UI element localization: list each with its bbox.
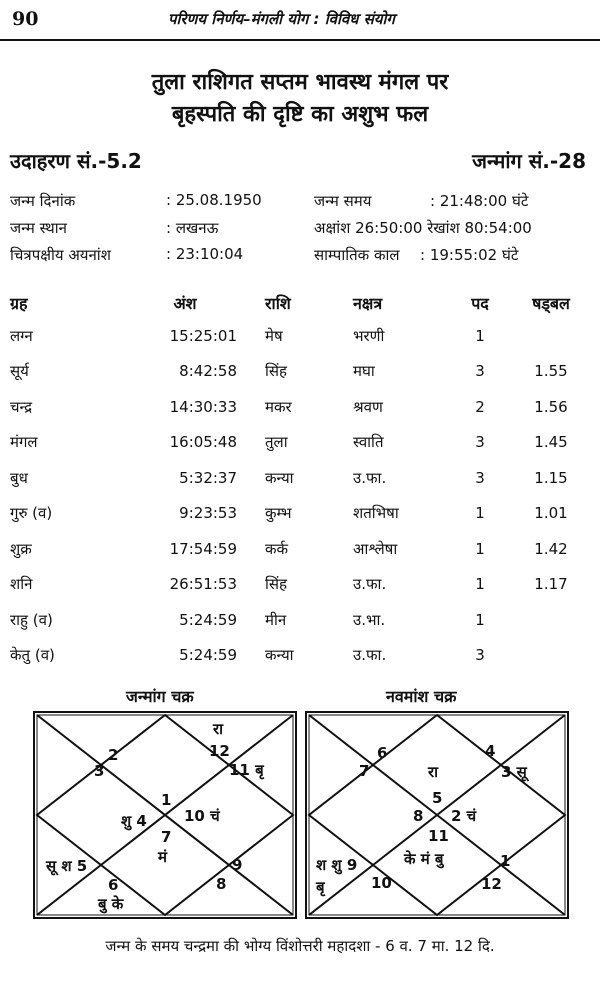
header-nakshatra: नक्षत्र — [353, 294, 383, 313]
planet-name: बुध — [10, 468, 28, 487]
planet-shadbala: 1.45 — [534, 433, 568, 452]
planet-sign: मीन — [265, 610, 287, 629]
table-row — [10, 354, 590, 390]
house-2-number: 2 — [108, 746, 119, 764]
house-12-number: 12 — [481, 875, 502, 893]
planet-pada: 1 — [475, 326, 485, 345]
planet-degree: 9:23:53 — [179, 504, 237, 523]
planet-shadbala: 1.42 — [534, 539, 568, 558]
planet-sign: मकर — [265, 397, 292, 416]
house-12-planets: रा — [213, 720, 224, 738]
planet-nakshatra: उ.फा. — [353, 646, 387, 665]
planet-pada: 3 — [475, 362, 485, 381]
planet-shadbala — [512, 638, 590, 674]
planet-name: शनि — [10, 575, 33, 594]
header-degree: अंश — [173, 294, 197, 313]
house-5-label: सू श 5 — [46, 857, 88, 875]
birth-time-value: : 21:48:00 घंटे — [430, 192, 529, 210]
planet-shadbala: 1.56 — [534, 397, 568, 416]
planet-shadbala: 1.55 — [534, 362, 568, 381]
planet-sign: कर्क — [265, 539, 289, 558]
janmanga-chart-title: जन्मांग चक्र — [126, 687, 194, 706]
planet-name: शुक्र — [10, 539, 32, 558]
planet-degree: 5:24:59 — [179, 610, 237, 629]
header-sign: राशि — [265, 294, 291, 313]
house-3-number: 3 — [94, 762, 105, 780]
house-6-number: 6 — [108, 876, 119, 894]
planet-shadbala: 1.17 — [534, 575, 568, 594]
planet-degree: 26:51:53 — [169, 575, 237, 594]
planet-nakshatra: उ.भा. — [353, 610, 386, 629]
header-pada: पद — [471, 294, 489, 313]
table-row — [10, 638, 590, 674]
birth-date-label: जन्म दिनांक — [10, 192, 76, 210]
planet-pada: 1 — [475, 504, 485, 523]
house-6-number: 6 — [377, 744, 388, 762]
planet-sign: मेष — [265, 326, 283, 345]
planet-shadbala — [512, 318, 590, 354]
house-5-planets: रा — [428, 763, 439, 781]
running-title: परिणय निर्णय–मंगली योग : विविध संयोग — [168, 10, 395, 28]
planet-name: राहु (व) — [10, 610, 53, 629]
table-row — [10, 531, 590, 567]
planet-degree: 5:24:59 — [179, 646, 237, 665]
table-row — [10, 318, 590, 354]
sidereal-time-value: : 19:55:02 घंटे — [420, 246, 519, 264]
house-7-number: 7 — [161, 828, 172, 846]
planet-nakshatra: शतभिषा — [353, 504, 399, 523]
planet-nakshatra: मघा — [353, 362, 375, 381]
house-4-number: 4 — [485, 742, 496, 760]
table-row — [10, 496, 590, 532]
planet-sign: कुम्भ — [265, 504, 292, 523]
table-row — [10, 567, 590, 603]
birth-place-label: जन्म स्थान — [10, 219, 67, 237]
planet-nakshatra: भरणी — [353, 326, 385, 345]
house-5-number: 5 — [432, 789, 443, 807]
planet-degree: 15:25:01 — [169, 326, 237, 345]
navamsha-chart-title: नवमांश चक्र — [386, 687, 457, 706]
example-number: उदाहरण सं.-5.2 — [10, 149, 142, 173]
planet-nakshatra: आश्लेषा — [353, 539, 398, 558]
header-planet: ग्रह — [10, 294, 28, 313]
house-6-planets: बु के — [98, 895, 124, 913]
house-1-number: 1 — [500, 852, 511, 870]
house-2-label: 2 चं — [451, 807, 477, 825]
page-number: 90 — [12, 8, 39, 30]
planet-pada: 3 — [475, 433, 485, 452]
house-10-number: 10 — [371, 874, 392, 892]
house-9-number: 9 — [232, 856, 243, 874]
planet-degree: 14:30:33 — [169, 397, 237, 416]
house-12-number: 12 — [209, 742, 230, 760]
planet-sign: तुला — [265, 433, 288, 452]
planet-nakshatra: उ.फा. — [353, 468, 387, 487]
birth-date-value: : 25.08.1950 — [166, 191, 262, 209]
house-11-label: 11 बृ — [229, 761, 264, 779]
planet-pada: 3 — [475, 646, 485, 665]
house-4-label: शु 4 — [121, 812, 147, 830]
section-title-line2: बृहस्पति की दृष्टि का अशुभ फल — [171, 102, 429, 127]
planet-pada: 3 — [475, 468, 485, 487]
planet-degree: 8:42:58 — [179, 362, 237, 381]
planet-name: लग्न — [10, 326, 33, 345]
planet-degree: 16:05:48 — [169, 433, 237, 452]
planet-name: केतु (व) — [10, 646, 55, 665]
planet-nakshatra: श्रवण — [353, 397, 383, 416]
house-1-number: 1 — [161, 791, 172, 809]
house-9-planets-extra: बृ — [316, 878, 325, 896]
planet-name: मंगल — [10, 433, 38, 452]
planet-degree: 5:32:37 — [179, 468, 237, 487]
table-row — [10, 425, 590, 461]
house-7-number: 7 — [359, 762, 370, 780]
planet-nakshatra: स्वाति — [353, 433, 384, 452]
house-11-number: 11 — [428, 827, 449, 845]
janmanga-chart — [33, 711, 297, 919]
birth-place-value: : लखनऊ — [166, 219, 219, 237]
planet-name: गुरु (व) — [10, 504, 53, 523]
dasha-note: जन्म के समय चन्द्रमा की भोग्य विंशोत्तरी महादशा - 6 व. 7 मा. 12 दि. — [105, 937, 495, 955]
planet-pada: 1 — [475, 610, 485, 629]
planet-table — [10, 288, 590, 673]
header-rule — [0, 39, 600, 41]
planet-sign: सिंह — [265, 362, 287, 381]
house-9-label: श शु 9 — [316, 856, 358, 874]
house-3-label: 3 सू — [501, 763, 527, 781]
table-row — [10, 602, 590, 638]
planet-shadbala — [512, 602, 590, 638]
section-title-line1: तुला राशिगत सप्तम भावस्थ मंगल पर — [151, 70, 449, 95]
table-header-row — [10, 288, 590, 318]
planet-degree: 17:54:59 — [169, 539, 237, 558]
house-8-number: 8 — [216, 875, 227, 893]
ayanamsa-value: : 23:10:04 — [166, 245, 244, 263]
navamsha-chart — [305, 711, 569, 919]
planet-sign: कन्या — [265, 646, 294, 665]
house-11-planets: के मं बु — [404, 850, 444, 868]
table-row — [10, 460, 590, 496]
planet-nakshatra: उ.फा. — [353, 575, 387, 594]
chart-number: जन्मांग सं.-28 — [472, 149, 586, 173]
planet-pada: 2 — [475, 397, 485, 416]
planet-sign: कन्या — [265, 468, 294, 487]
table-row — [10, 389, 590, 425]
house-7-planets: मं — [158, 848, 167, 866]
planet-shadbala: 1.01 — [534, 504, 568, 523]
planet-sign: सिंह — [265, 575, 287, 594]
birth-time-label: जन्म समय — [314, 192, 372, 210]
ayanamsa-label: चित्रपक्षीय अयनांश — [10, 246, 111, 264]
planet-pada: 1 — [475, 539, 485, 558]
planet-name: चन्द्र — [10, 397, 33, 416]
planet-shadbala: 1.15 — [534, 468, 568, 487]
lat-long: अक्षांश 26:50:00 रेखांश 80:54:00 — [314, 219, 532, 237]
sidereal-time-label: साम्पातिक काल — [314, 246, 400, 264]
planet-name: सूर्य — [10, 362, 29, 381]
header-shadbala: षड्बल — [532, 294, 570, 313]
house-8-number: 8 — [413, 807, 424, 825]
house-10-label: 10 चं — [184, 807, 220, 825]
planet-pada: 1 — [475, 575, 485, 594]
